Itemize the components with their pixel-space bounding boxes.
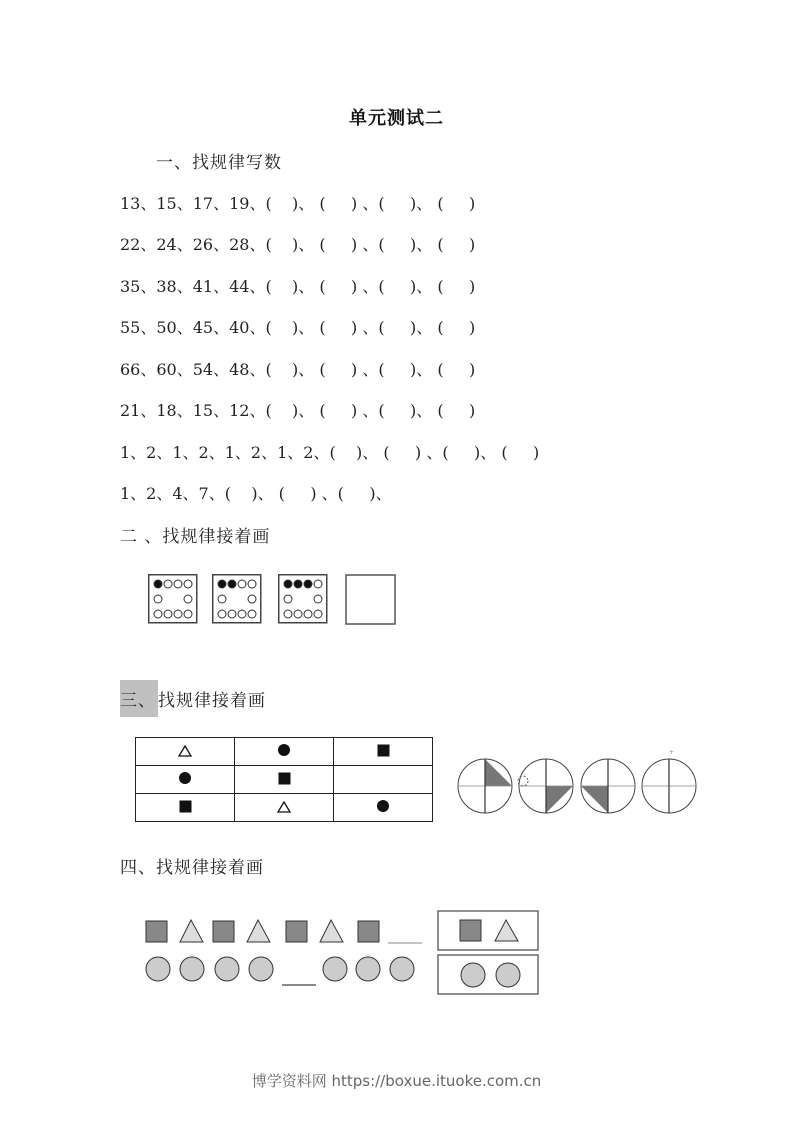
circle-icon bbox=[178, 770, 192, 789]
grid-cell-empty[interactable] bbox=[334, 766, 433, 794]
section-3-number: 三、 bbox=[120, 680, 158, 717]
square-triangle-choice-icon bbox=[437, 910, 539, 952]
sequence-row bbox=[120, 398, 475, 421]
answer-box-empty[interactable] bbox=[345, 574, 397, 630]
triangle-icon bbox=[178, 742, 192, 761]
dot-pattern-3-icon bbox=[278, 574, 328, 624]
answer-blanks[interactable]: ( )、 ( ) 、( )、 ( ) bbox=[265, 194, 476, 213]
svg-text:+: + bbox=[669, 749, 675, 756]
answer-blanks[interactable]: ( )、 ( ) 、( )、 ( ) bbox=[265, 318, 476, 337]
grid-cell-triangle bbox=[136, 738, 235, 766]
dot-box-3 bbox=[278, 574, 328, 628]
section-4-heading: 四、找规律接着画 bbox=[120, 858, 264, 878]
grid-cell-square bbox=[136, 794, 235, 822]
dot-box-1 bbox=[148, 574, 198, 628]
empty-square-icon bbox=[345, 574, 397, 626]
quarter-circles-icon bbox=[455, 748, 705, 818]
square-icon bbox=[179, 798, 192, 817]
grid-cell-circle bbox=[136, 766, 235, 794]
sequence-row bbox=[120, 232, 475, 255]
square-icon bbox=[377, 742, 390, 761]
given-numbers: 35、38、41、44、 bbox=[120, 277, 266, 296]
given-numbers: 13、15、17、19、 bbox=[120, 194, 266, 213]
grid-cell-square bbox=[334, 738, 433, 766]
two-circles-choice-icon bbox=[437, 954, 539, 996]
sequence-row bbox=[120, 481, 392, 504]
sequence-row bbox=[120, 440, 539, 463]
dot-box-2 bbox=[212, 574, 262, 628]
given-numbers: 66、60、54、48、 bbox=[120, 360, 266, 379]
answer-blanks[interactable]: ( )、 ( ) 、( )、 bbox=[224, 484, 392, 503]
answer-choice-2[interactable] bbox=[437, 954, 539, 1000]
given-numbers: 1、2、4、7、 bbox=[120, 484, 225, 503]
circle-icon bbox=[376, 798, 390, 817]
circle-pattern bbox=[455, 748, 705, 822]
shape-pattern-icon bbox=[140, 912, 430, 992]
dot-pattern-2-icon bbox=[212, 574, 262, 624]
grid-cell-circle bbox=[235, 738, 334, 766]
page-title: 单元测试二 bbox=[349, 108, 444, 129]
sequence-row bbox=[120, 357, 475, 380]
section-1-heading: 一、找规律写数 bbox=[156, 153, 282, 173]
section-3-title: 找规律接着画 bbox=[158, 691, 266, 711]
answer-blanks[interactable]: ( )、 ( ) 、( )、 ( ) bbox=[329, 443, 540, 462]
answer-choice-1[interactable] bbox=[437, 910, 539, 956]
footer-watermark: 博学资料网 https://boxue.ituoke.com.cn bbox=[251, 1072, 542, 1090]
grid-cell-triangle bbox=[235, 794, 334, 822]
grid-cell-square bbox=[235, 766, 334, 794]
circle-icon bbox=[277, 742, 291, 761]
answer-blanks[interactable]: ( )、 ( ) 、( )、 ( ) bbox=[265, 235, 476, 254]
sequence-row bbox=[120, 315, 475, 338]
given-numbers: 22、24、26、28、 bbox=[120, 235, 266, 254]
square-icon bbox=[278, 770, 291, 789]
sequence-row bbox=[120, 191, 475, 214]
answer-blanks[interactable]: ( )、 ( ) 、( )、 ( ) bbox=[265, 277, 476, 296]
shape-grid bbox=[135, 737, 433, 822]
section-2-heading: 二 、找规律接着画 bbox=[120, 527, 271, 547]
sequence-row bbox=[120, 274, 475, 297]
answer-blanks[interactable]: ( )、 ( ) 、( )、 ( ) bbox=[265, 360, 476, 379]
answer-blanks[interactable]: ( )、 ( ) 、( )、 ( ) bbox=[265, 401, 476, 420]
section-3-heading bbox=[120, 680, 266, 717]
given-numbers: 55、50、45、40、 bbox=[120, 318, 266, 337]
dot-pattern-1-icon bbox=[148, 574, 198, 624]
triangle-icon bbox=[277, 798, 291, 817]
grid-cell-circle bbox=[334, 794, 433, 822]
pattern-rows bbox=[140, 912, 430, 996]
given-numbers: 1、2、1、2、1、2、1、2、 bbox=[120, 443, 330, 462]
given-numbers: 21、18、15、12、 bbox=[120, 401, 266, 420]
